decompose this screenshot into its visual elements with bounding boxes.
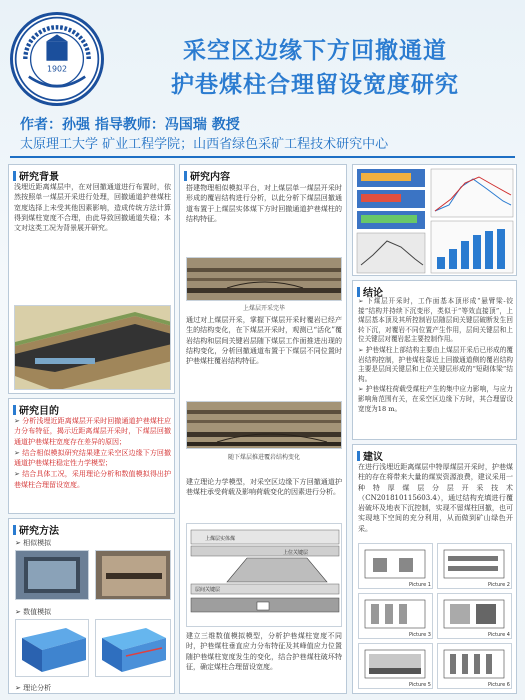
university-logo [10,12,104,106]
lab-photo-1 [15,550,89,600]
purpose-list [14,416,171,491]
purpose-item: ➢ 结合具体工况，采用理论分析和数值模拟得出护巷煤柱合理留设宽度。 [14,469,171,490]
logo-emblem-icon [13,15,101,103]
purpose-panel [8,398,175,514]
content-paragraph-3: 建立理论力学模型，对采空区边缘下方回撤通道护巷煤柱承受荷载及影响荷载变化的因素进行分析。 [186,478,342,497]
conclusion-list [358,297,513,415]
purpose-title: 研究目的 [13,402,59,417]
background-title: 研究背景 [13,168,59,183]
numerical-model-1 [15,619,89,677]
patent-label: Picture 3 [409,632,431,638]
coal-seam-figure [14,305,171,390]
model-label-interlayer-key: 层间关键层 [195,587,221,593]
patent-figure-5 [358,643,433,689]
background-text: 浅埋近距离煤层中，在对回撤通道进行布置时，依然按照单一煤层开采进行处理，回撤通道护巷煤柱宽度选择上未受其他因素影响，造成传统方法计算得到煤柱宽度不合理，由此导致回撤通道失稳；本文对这类工况为背景展开研究。 [14,183,171,233]
mechanical-model-diagram [186,523,342,627]
patent-figure-1 [358,543,433,589]
numerical-model-2 [95,619,171,677]
content-paragraph-2: 通过对上煤层开采，掌握下煤层开采时覆岩已经产生的结构变化，在下煤层开采时，观测已“活化”覆岩结构和层间关键岩层随下煤层工作面推进出现的结构变化，分析回撤通道布置于下煤层不同位置时护巷煤柱覆岩结构特征。 [186,316,342,366]
patent-label: Picture 5 [409,682,431,688]
suggestion-text: 在进行浅埋近距离煤层中特厚煤层开采时，护巷煤柱的存在将带来大量的煤炭资源浪费，建议采用一种特厚煤层分层开采技术（CN201810115603.4），通过结构充填进行覆岩破坏及地表下沉控制，实现不留煤柱回撤，也可实现地下空间的充分利用，从而做到矿山绿色开采。 [358,463,513,533]
model-label-upper-key: 上位关键层 [283,550,309,556]
content-title: 研究内容 [184,168,230,183]
patent-label: Picture 4 [488,632,510,638]
poster-title-line1: 采空区边缘下方回撤通道 [183,38,447,64]
lab-photo-2 [95,550,171,600]
background-panel [8,164,175,394]
patent-figure-6 [437,643,512,689]
affiliation-line: 太原理工大学 矿业工程学院；山西省绿色采矿工程技术研究中心 [20,137,389,152]
conclusion-item: ➢ 护巷煤柱上部结构主要由上煤层开采后已形成的覆岩结构控制，护巷煤柱靠近上回撤通道侧的覆岩结构主要是层间关键层和上位关键层形成的“短砌体梁”结构。 [358,346,513,384]
content-paragraph-1: 搭建物理相似模拟平台，对上煤层单一煤层开采时形成的覆岩结构进行分析，以此分析下煤层回撤通道布置于上煤层实体煤下方时回撤通道护巷煤柱的结构特征。 [186,184,342,223]
patent-label: Picture 6 [488,682,510,688]
poster-title-line2: 护巷煤柱合理留设宽度研究 [171,72,459,98]
lower-seam-model-photo [186,401,342,449]
authors-line: 作者：孙强 指导教师：冯国瑞 教授 [20,117,240,133]
method-numerical-simulation: ➢ 数值模拟 [15,607,51,617]
methods-title: 研究方法 [13,522,59,537]
suggestion-title: 建议 [357,448,383,463]
patent-figure-4 [437,593,512,639]
figure-caption-1: 上煤层开采完毕 [242,305,285,312]
method-theoretical-analysis: ➢ 理论分析 [15,683,51,693]
conclusion-panel [352,280,517,440]
purpose-item: ➢ 结合相似模拟研究结果建立采空区边缘下方回撤通道护巷煤柱稳定性力学模型； [14,448,171,469]
logo-year: 1902 [46,64,68,74]
purpose-item: ➢ 分析浅埋近距离煤层开采时回撤通道护巷煤柱应力分布特征，揭示近距离煤层开采时，下煤层回撤通道护巷煤柱宽度存在差异的原因； [14,416,171,447]
patent-figure-2 [437,543,512,589]
patent-figure-3 [358,593,433,639]
methods-panel [8,518,175,694]
conclusion-item: ➢ 下煤层开采时，工作面基本顶形成“悬臂梁-铰接”结构并持续下沉变形，类似于“等效直接顶”，上煤层基本顶及其所控制岩层随层间关键层破断发生回转下沉，对覆岩不同位置产生作用，层间关键层和上位关键层对覆岩起主要控制作用。 [358,297,513,345]
patent-label: Picture 2 [488,582,510,588]
poster-header [0,0,525,160]
model-label-upper-coal: 上煤层实体煤 [205,536,236,542]
upper-seam-model-photo [186,257,342,301]
content-paragraph-4: 建立三维数值模拟模型，分析护巷煤柱宽度不同时，护巷煤柱垂直应力分布特征及其峰值应力位置随护巷煤柱宽度发生的变化，结合护巷煤柱破坏特征，确定煤柱合理留设宽度。 [186,632,342,671]
stress-result-figures [353,165,518,277]
suggestion-panel [352,444,517,694]
conclusion-title: 结论 [357,284,383,299]
figure-caption-2: 随下煤层推进覆岩结构变化 [227,454,300,461]
results-figure-panel [352,164,517,276]
header-divider [10,156,515,158]
method-similar-simulation: ➢ 相似模拟 [15,538,51,548]
content-panel [179,164,347,694]
conclusion-item: ➢ 护巷煤柱荷载受煤柱产生的集中应力影响，与应力影响角范围有关，在采空区边缘下方时，其合理留设宽度为18 m。 [358,385,513,414]
patent-label: Picture 1 [409,582,431,588]
